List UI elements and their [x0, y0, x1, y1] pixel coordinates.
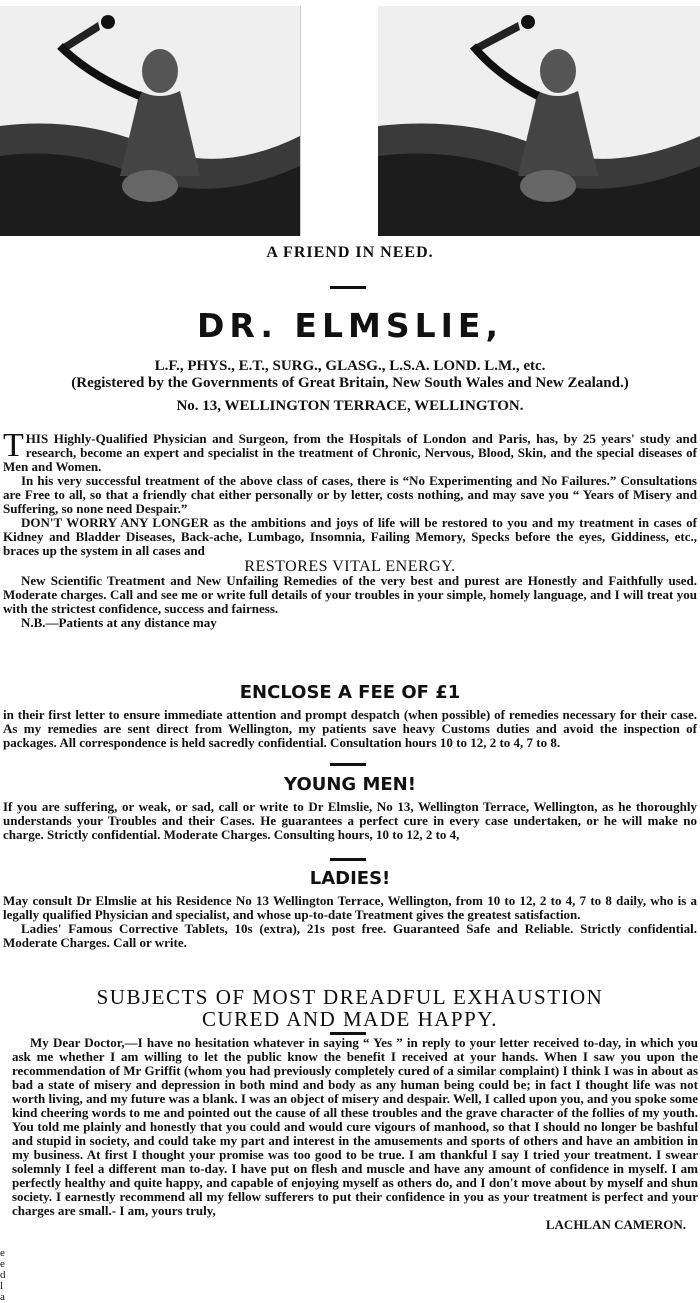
fee-text: in their first letter to ensure immediate attention and prompt despatch (when possible) of remedies necessary for their case. As my remedies are sent direct from Wellington, my patients save heavy Customs duties and avoid the inspection of packages. All correspondence is held sacredly confidential. Consultation hours 10 to 12, 2 to 4, 7 to 8. [3, 707, 697, 750]
intro-text-1: HIS Highly-Qualified Physician and Surgeon, from the Hospitals of London and Paris, has, by 25 years' study and research, become an expert and specialist in the treatment of Chronic, Nervous, Blood, Skin, and the special diseases of Men and Women. [3, 431, 697, 474]
dont-worry-lead: DON'T WORRY ANY LONGER [21, 515, 209, 530]
woodcut-illustration-right [378, 6, 700, 236]
fee-heading: ENCLOSE A FEE OF £1 [239, 682, 461, 703]
ladies-section [3, 894, 697, 950]
divider [330, 858, 366, 861]
edge-letter: e [0, 1247, 5, 1259]
ladies-text: May consult Dr Elmslie at his Residence No 13 Wellington Terrace, Wellington, from 10 to 12, 2 to 4, 7 to 8 daily, who is a legally qualified Physician and specialist, and whose up-to-date Treatment gives the greatest satisfaction. [3, 893, 697, 922]
restores-heading: RESTORES VITAL ENERGY. [244, 558, 456, 575]
advert-heading: A FRIEND IN NEED. [266, 244, 434, 261]
intro-paragraph-1 [3, 427, 697, 474]
margin-fragment [0, 1248, 6, 1303]
intro-paragraph-3 [3, 516, 697, 558]
doctor-qualifications [0, 358, 700, 392]
edge-letter: e [0, 1258, 5, 1270]
ladies-heading: LADIES! [309, 868, 391, 889]
edge-letter: d [0, 1269, 6, 1281]
divider [330, 286, 366, 289]
nb-line: N.B.—Patients at any distance may [21, 615, 217, 630]
testimonial-section [12, 1036, 698, 1232]
young-men-section [3, 800, 697, 842]
testimonial-signature: LACHLAN CAMERON. [545, 1217, 686, 1232]
drop-cap: T [3, 427, 24, 464]
ladies-tablets: Ladies' Famous Corrective Tablets, 10s (extra), 21s post free. Guaranteed Safe and Reliable. Strictly confidential. Moderate Charges. Call or write. [3, 921, 697, 950]
doctor-address: No. 13, WELLINGTON TERRACE, WELLINGTON. [176, 398, 524, 414]
registration-line: (Registered by the Governments of Great Britain, New South Wales and New Zealand.) [71, 375, 629, 391]
testimonial-heading [0, 986, 700, 1030]
intro-paragraph-4: New Scientific Treatment and New Unfailing Remedies of the very best and purest are Honestly and Faithfully used. Moderate charges. Call and see me or write full details of your troubles in your simple, homely language, and I will treat you with the strictest confidence, success and fairness. [3, 573, 697, 616]
doctor-name: DR. ELMSLIE, [196, 306, 503, 345]
young-men-heading: YOUNG MEN! [284, 774, 416, 795]
divider [330, 763, 366, 766]
woman-with-star-figure [0, 6, 300, 236]
intro-text-3: as the ambitions and joys of life will be restored to you and my treatment in cases of Kidney and Bladder Diseases, Back-ache, Lumbago, Insomnia, Failing Memory, Specks before the eyes, Giddiness, etc., braces up the system in all cases and [3, 515, 697, 558]
intro-paragraph-2: In his very successful treatment of the above class of cases, there is “No Experimenting and No Failures.” Consultations are Free to all, so that a friendly chat either personally or by letter, costs nothing, and may save you “ Years of Misery and Suffering, so none need Despair.” [3, 473, 697, 516]
fee-section [3, 708, 697, 750]
testimonial-text: My Dear Doctor,—I have no hesitation whatever in saying “ Yes ” in reply to your letter received to-day, in which you ask me whether I am willing to let the public know the benefit I received at your hands. When I saw you upon the recommendation of Mr Griffit (whom you had previously completely cured of a similar complaint) I think I was in about as bad a state of misery and depression in both mind and body as any human being could be; in fact I thought life was not worth living, and my future was a blank. I was an object of misery and despair. Well, I called upon you, and you spoke some kind cheering words to me and pointed out the cause of all these troubles and the grave character of the follies of my youth. You told me plainly and honestly that you could and would cure vigours of manhood, so that I should no longer be bashful and stupid in society, and could take my part and interest in the amusements and sports of others and have an ambition in my business. At first I thought your promise was too good to be true. I am thankful I say I tried your treatment. I swear solemnly I feel a different man to-day. I have put on flesh and muscle and have any amount of confidence in myself. I am perfectly healthy and quite happy, and capable of enjoying myself as others do, and I don't move about by myself and shun society. I earnestly recommend all my fellow sufferers to put their confidence in you as your treatment is perfect and your charges are small.- I am, yours truly, [12, 1035, 698, 1218]
woodcut-illustration-left [0, 6, 301, 236]
edge-letter: l [0, 1280, 4, 1292]
testimonial-title-line-2: CURED AND MADE HAPPY. [202, 1007, 498, 1031]
testimonial-title-line-1: SUBJECTS OF MOST DREADFUL EXHAUSTION [96, 985, 604, 1009]
woman-with-star-figure [378, 6, 700, 236]
qualifications-line: L.F., PHYS., E.T., SURG., GLASG., L.S.A. LOND. L.M., etc. [154, 358, 546, 374]
intro-section [3, 427, 697, 630]
young-men-text: If you are suffering, or weak, or sad, call or write to Dr Elmslie, No 13, Wellington Terrace, Wellington, as he thoroughly understands your Troubles and their Cases. He guarantees a perfect cure in every case undertaken, or he will make no charge. Strictly confidential. Moderate Charges. Consulting hours, 10 to 12, 2 to 4, [3, 799, 697, 842]
edge-letter: a [0, 1291, 5, 1303]
